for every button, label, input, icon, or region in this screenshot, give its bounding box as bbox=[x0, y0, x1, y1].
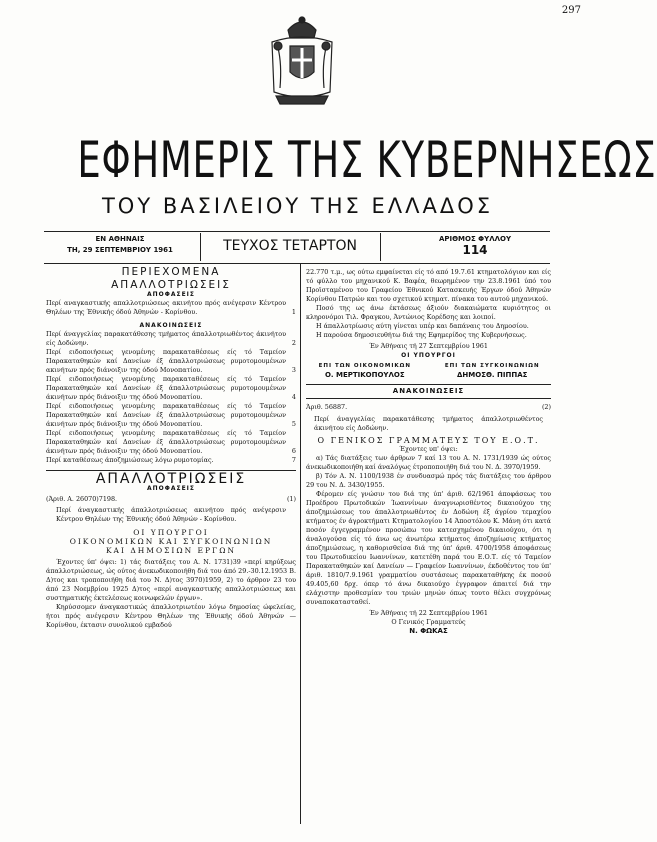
toc-entry-text: Περί άναγγελίας παρακατάθεσης τμήματος άπαλλοτριωθέντος άκινήτου είς Δοδώνην. bbox=[46, 330, 286, 347]
sheet-number-block bbox=[405, 234, 545, 256]
toc-entry-page: 7 bbox=[291, 456, 296, 464]
announcement-para-c: Φέρομεν είς γνώσιν του διά της ύπ' άριθ. 62/1961 άποφάσεως του Προέδρου Πρωτοδικών Ίωαννίνων άναγνωρισθέντος δικαιούχου της άποζημιώσεως του άπαλλοτριωθέντος έν Δοδώνη έξ άγρίου τεμαχίου κτήματος έν άγροκτήματι Κτηματολογίου 14 Άποστόλου Κ. Μάνη ότι κατά ποσόν έγγεγραμμένον προσώπω του κατεσχημένου δικαιούχου, ότι η άναλογούσα είς τό άνω ως άνωτέρω κτήματος άποζημίωσις κτήματος άποζημιώσεως, η καθορισθείσα διά της ύπ' άριθ. 4700/1958 άποφάσεως του Πρωτοδικείου Ιωαννίνων, κατετέθη παρά του Ε.Ο.Τ. είς τό Ταμείον Παρακαταθηκών καί Δανείων — Γραφείον Ιωαννίνων, έκδοθέντος του ύπ' άριθ. 1810/7.9.1961 γραμματίου συστάσεως παρακαταθήκης έκ ποσού 49.405,60 δρχ. όπερ τό άνω δικαιούχο έγγραφον άπαιτεί διά την ελάχιστην προθεσμίαν του τριών μηνών όπως τουτο θέλει συγχρόνως συναποκατασταθεί. bbox=[306, 490, 551, 606]
section-rule bbox=[306, 398, 551, 399]
announcement-date: Έν Άθήναις τή 22 Σεπτεμβρίου 1961 bbox=[369, 609, 488, 617]
toc-entry-text: Περί καταθέσεως άποζημιώσεως λόγω ρυμοτομίας. bbox=[46, 456, 214, 464]
decision-body-2: Κηρύσσομεν άναγκαστικώς άπαλλοτριωτέον λόγω δημοσίας ώφελείας, ήτοι πρός ανέγερσιν Κέντρου Θηλέων της Έθνικής όδού Άθηνών — Κορίνθου, έκτασιν συνολικού εμβαδού bbox=[46, 603, 296, 629]
toc-entry-page: 6 bbox=[291, 447, 296, 455]
issue-date: ΤΗ, 29 ΣΕΠΤΕΜΒΡΙΟΥ 1961 bbox=[67, 246, 173, 254]
announcement-authority: Ο ΓΕΝΙΚΟΣ ΓΡΑΜΜΑΤΕΥΣ ΤΟΥ Ε.Ο.Τ. bbox=[317, 436, 540, 445]
issue-place: ΕΝ ΑΘΗΝΑΙΣ bbox=[95, 235, 145, 243]
issue-place-date bbox=[60, 234, 180, 256]
right-column bbox=[306, 268, 551, 636]
toc-entry-page: 1 bbox=[291, 308, 296, 316]
announcement-having: Έχοντες υπ' όψει: bbox=[399, 445, 458, 453]
signatory-finance bbox=[306, 362, 424, 380]
left-column bbox=[46, 268, 296, 630]
column-divider bbox=[300, 264, 301, 824]
issue-volume: ΤΕΥΧΟΣ ΤΕΤΑΡΤΟΝ bbox=[223, 238, 357, 254]
decision-expense: Η άπαλλοτρίωσις αύτη γίνεται υπέρ και δαπάναις του Δημοσίου. bbox=[316, 322, 529, 330]
announcement-ref bbox=[306, 403, 551, 412]
toc-entry bbox=[46, 299, 296, 317]
masthead-divider-right bbox=[380, 233, 381, 261]
announcement-signer-name: Ν. ΦΩΚΑΣ bbox=[409, 627, 448, 635]
announcement-signer-title: Ο Γενικός Γραμματεύς bbox=[391, 618, 466, 626]
decision-ref-index: (1) bbox=[286, 495, 296, 503]
announcement-para-a: α) Τάς διατάξεις των άρθρων 7 καί 13 του Α. Ν. 1731/1939 ώς ούτος άνεκωδικοποιήθη καί άναλόγως έτροποποιήθη διά του Ν. Δ. 3970/1959. bbox=[306, 454, 551, 471]
toc-entry bbox=[46, 402, 296, 429]
toc-entry-text: Περί ειδοποιήσεως γενομένης παρακαταθέσεως είς τό Ταμείον Παρακαταθηκών καί Δανείων έξ άπαλλοτριώσεως ρυμοτομουμένων άκινήτων πρός διάνοιξιν της όδού Μονοπατίου. bbox=[46, 429, 286, 455]
ministers-heading-line3: ΚΑΙ ΔΗΜΟΣΙΩΝ ΕΡΓΩΝ bbox=[105, 546, 237, 555]
signatories-heading: ΟΙ ΥΠΟΥΡΓΟΙ bbox=[401, 352, 456, 359]
toc-entry bbox=[46, 348, 296, 375]
gazette-title: ΕΦΗΜΕΡΙΣ ΤΗΣ ΚΥΒΕΡΝΗΣΕΩΣ bbox=[77, 131, 657, 189]
decision-publication: Η παρούσα δημοσιευθήτω διά της Εφημερίδος της Κυβερνήσεως. bbox=[316, 331, 527, 339]
toc-entry bbox=[46, 330, 296, 348]
decision-date: Έν Άθήναις τή 27 Σεπτεμβρίου 1961 bbox=[369, 342, 488, 350]
toc-entry-text: Περί αναγκαστικής απαλλοτριώσεως ακινήτου πρός ανέγερσιν Κέντρου Θηλέων της Έθνικής όδού Άθηνών - Κορίνθου. bbox=[46, 299, 286, 316]
announcement-ref-number: Άριθ. 56887. bbox=[306, 403, 348, 411]
sheet-number: 114 bbox=[462, 243, 488, 257]
masthead-bottom-rule bbox=[44, 263, 550, 264]
announcement-para-b: β) Τόν Α. Ν. 1100/1938 έν συνδυασμώ πρός τάς διατάξεις του άρθρου 29 του Ν. Δ. 3430/1955. bbox=[306, 472, 551, 489]
section-subheading: ΑΠΟΦΑΣΕΙΣ bbox=[146, 485, 196, 492]
toc-entry-text: Περί ειδοποιήσεως γενομένης παρακαταθέσεως είς τό Ταμείον Παρακαταθηκών καί Δανείων έξ άπαλλοτριώσεως ρυμοτομουμένων ακινήτων πρός διάνοιξιν της όδού Μονοπατίου. bbox=[46, 348, 286, 374]
signatory-name: ΔΗΜΟΣΘ. ΠΙΠΠΑΣ bbox=[457, 371, 528, 379]
signatories bbox=[306, 362, 551, 380]
signatory-name: Ο. ΜΕΡΤΙΚΟΠΟΥΛΟΣ bbox=[324, 371, 405, 379]
decision-ref bbox=[46, 495, 296, 504]
signatory-communications bbox=[433, 362, 551, 380]
announcement-intro: Περί άναγγελίας παρακατάθεσης τμήματος άπαλλοτριωθέντος άκινήτου είς Δοδώνην. bbox=[314, 415, 543, 432]
page-number: 297 bbox=[561, 5, 581, 16]
section-heading: ΑΠΑΛΛΟΤΡΙΩΣΕΙΣ bbox=[95, 471, 247, 487]
signatory-title: ΕΠΙ ΤΩΝ ΣΥΓΚΟΙΝΩΝΙΩΝ bbox=[444, 363, 540, 369]
announcement-ref-index: (2) bbox=[541, 403, 551, 411]
ministers-heading-line2: ΟΙΚΟΝΟΜΙΚΩΝ ΚΑΙ ΣΥΓΚΟΙΝΩΝΙΩΝ bbox=[69, 537, 273, 546]
toc-decisions-label: ΑΠΟΦΑΣΕΙΣ bbox=[146, 291, 196, 298]
gazette-subtitle: ΤΟΥ ΒΑΣΙΛΕΙΟΥ ΤΗΣ ΕΛΛΑΔΟΣ bbox=[101, 194, 494, 218]
toc-entry-text: Περί ειδοποιήσεως γενομένης παρακαταθέσεως είς τό Ταμείον Παρακαταθηκών καί Δανείων έξ άπαλλοτριώσεως ρυμοτομουμένων άκινήτων πρός διάνοιξιν της όδού Μονοπατίου. bbox=[46, 402, 286, 428]
toc-entry-page: 3 bbox=[291, 366, 296, 374]
decision-body: Έχοντες ύπ' όψει: 1) τάς διατάξεις του Α. Ν. 1731)39 «περί κηρύξεως άπαλλοτριώσεως, ώς ούτος άνεκωδικοποιήθη διά του άπό 29.-30.12.1953 Β. Δ)τος και τροποποιήθη διά του Ν. Δ)τος 3970)1959, 2) το άρθρον 23 του άπό 23 Νοεμβρίου 1925 Δ)τος «περί αναγκαστικής απαλλοτριώσεως και συστηματικής έκτελέσεως κοινωφελών έργων». bbox=[46, 558, 296, 602]
sheet-number-label: ΑΡΙΘΜΟΣ ΦΥΛΛΟΥ bbox=[438, 235, 512, 243]
toc-entry-page: 5 bbox=[291, 420, 296, 428]
toc-expropriations-heading: ΑΠΑΛΛΟΤΡΙΩΣΕΙΣ bbox=[111, 279, 231, 291]
masthead-top-rule bbox=[44, 231, 550, 232]
toc-entry-page: 2 bbox=[291, 339, 296, 347]
contents-heading: ΠΕΡΙΕΧΟΜΕΝΑ bbox=[121, 266, 221, 278]
toc-entry-page: 4 bbox=[291, 393, 296, 401]
toc-entry-text: Περί ειδοποιήσεως γενομένης παρακαταθέσεως είς τό Ταμείον Παρακαταθηκών καί Δανείων έξ άπαλλοτριώσεως ρυμοτομουμένων άκινήτων πρός διάνοιξιν της όδού Μονοπατίου. bbox=[46, 375, 286, 401]
signatory-title: ΕΠΙ ΤΩΝ ΟΙΚΟΝΟΜΙΚΩΝ bbox=[318, 363, 411, 369]
ministers-heading: ΟΙ ΥΠΟΥΡΓΟΙ bbox=[133, 528, 209, 537]
toc-entry bbox=[46, 429, 296, 456]
toc-entry bbox=[46, 456, 296, 465]
decision-ref-number: (Άριθ. Α. 26070)7198. bbox=[46, 495, 118, 503]
toc-entry bbox=[46, 375, 296, 402]
decision-claimants: Ποσό της ως άνω έκτάσεως άξιούν διακαιώματα κυριότητος οι κληρονόμοι Τιλ. Φραγκου, Άντώνιος Κορέδσης και λοιποί. bbox=[306, 304, 551, 321]
toc-announcements-label: ΑΝΑΚΟΙΝΩΣΕΙΣ bbox=[139, 322, 203, 329]
royal-crest-icon bbox=[262, 12, 342, 108]
decision-intro: Περί άναγκαστικής άπαλλοτριώσεως ακινήτου πρός ανέγερσιν Κέντρου Θηλέων της Έθνικής όδού Άθηνών - Κορίνθου. bbox=[56, 506, 286, 523]
announcements-heading: ΑΝΑΚΟΙΝΩΣΕΙΣ bbox=[392, 387, 465, 395]
decision-continuation: 22.770 τ.μ., ως ούτω εμφαίνεται είς τό από 19.7.61 κτηματολόγιον και είς τό φύλλο του μηχανικού Κ. Βαφέα, θεωρημένον την 23.8.1961 ύπό του Προϊσταμένου του Γραφείου Έθνικού Κατασκευής Έργων όδού Άθηνών Κορίνθου Πατρών και του σχετικού κτηματ. πίνακα του αυτού μηχανικού. bbox=[306, 268, 551, 303]
section-rule bbox=[306, 384, 551, 385]
